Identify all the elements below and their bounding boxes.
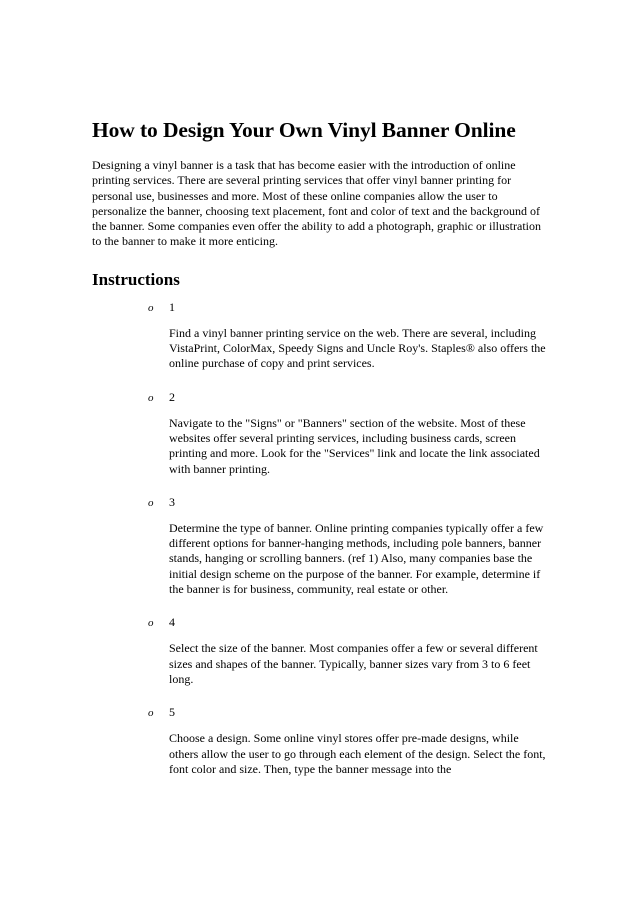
list-item xyxy=(92,300,552,372)
step-text: Navigate to the "Signs" or "Banners" section of the website. Most of these websites offer several printing services, including business cards, screen printing and more. Look for the "Services" link and locate the link associated with banner printing. xyxy=(169,415,540,476)
instructions-list xyxy=(92,300,552,777)
step-text: Choose a design. Some online vinyl stores offer pre-made designs, while others allow the user to go through each element of the design. Select the font, font color and size. Then, type the banner message into the xyxy=(169,731,546,776)
step-number: 5 xyxy=(169,705,175,720)
list-item xyxy=(92,705,552,777)
step-number: 1 xyxy=(169,299,175,314)
intro-paragraph: Designing a vinyl banner is a task that has become easier with the introduction of online printing services. There are several printing services that offer vinyl banner printing for personal use, businesses and more. Most of these online companies allow the user to personalize the banner, choosing text placement, font and color of text and the background of the banner. Some companies even offer the ability to add a photograph, graphic or illustration to the banner to make it more enticing. xyxy=(92,158,541,249)
step-text: Find a vinyl banner printing service on the web. There are several, including VistaPrint, ColorMax, Speedy Signs and Uncle Roy's. Staples® also offers the online purchase of copy and print services. xyxy=(169,325,546,371)
instructions-heading: Instructions xyxy=(92,269,180,289)
article-title: How to Design Your Own Vinyl Banner Online xyxy=(92,118,516,142)
bullet-icon: o xyxy=(148,617,154,630)
step-number: 4 xyxy=(169,615,175,630)
document-page xyxy=(92,116,552,777)
bullet-icon: o xyxy=(148,301,154,314)
list-item xyxy=(92,390,552,477)
list-item xyxy=(92,615,552,687)
list-item xyxy=(92,495,552,597)
step-number: 2 xyxy=(169,389,175,404)
bullet-icon: o xyxy=(148,391,154,404)
step-number: 3 xyxy=(169,494,175,509)
bullet-icon: o xyxy=(148,707,154,720)
bullet-icon: o xyxy=(148,496,154,509)
step-text: Select the size of the banner. Most companies offer a few or several different sizes and shapes of the banner. Typically, banner sizes vary from 3 to 6 feet long. xyxy=(169,641,538,686)
step-text: Determine the type of banner. Online printing companies typically offer a few different options for banner-hanging methods, including pole banners, banner stands, hanging or scrolling banners. (ref 1) Also, many companies base the initial design scheme on the purpose of the banner. For example, determine if the banner is for business, community, real estate or other. xyxy=(169,520,544,597)
